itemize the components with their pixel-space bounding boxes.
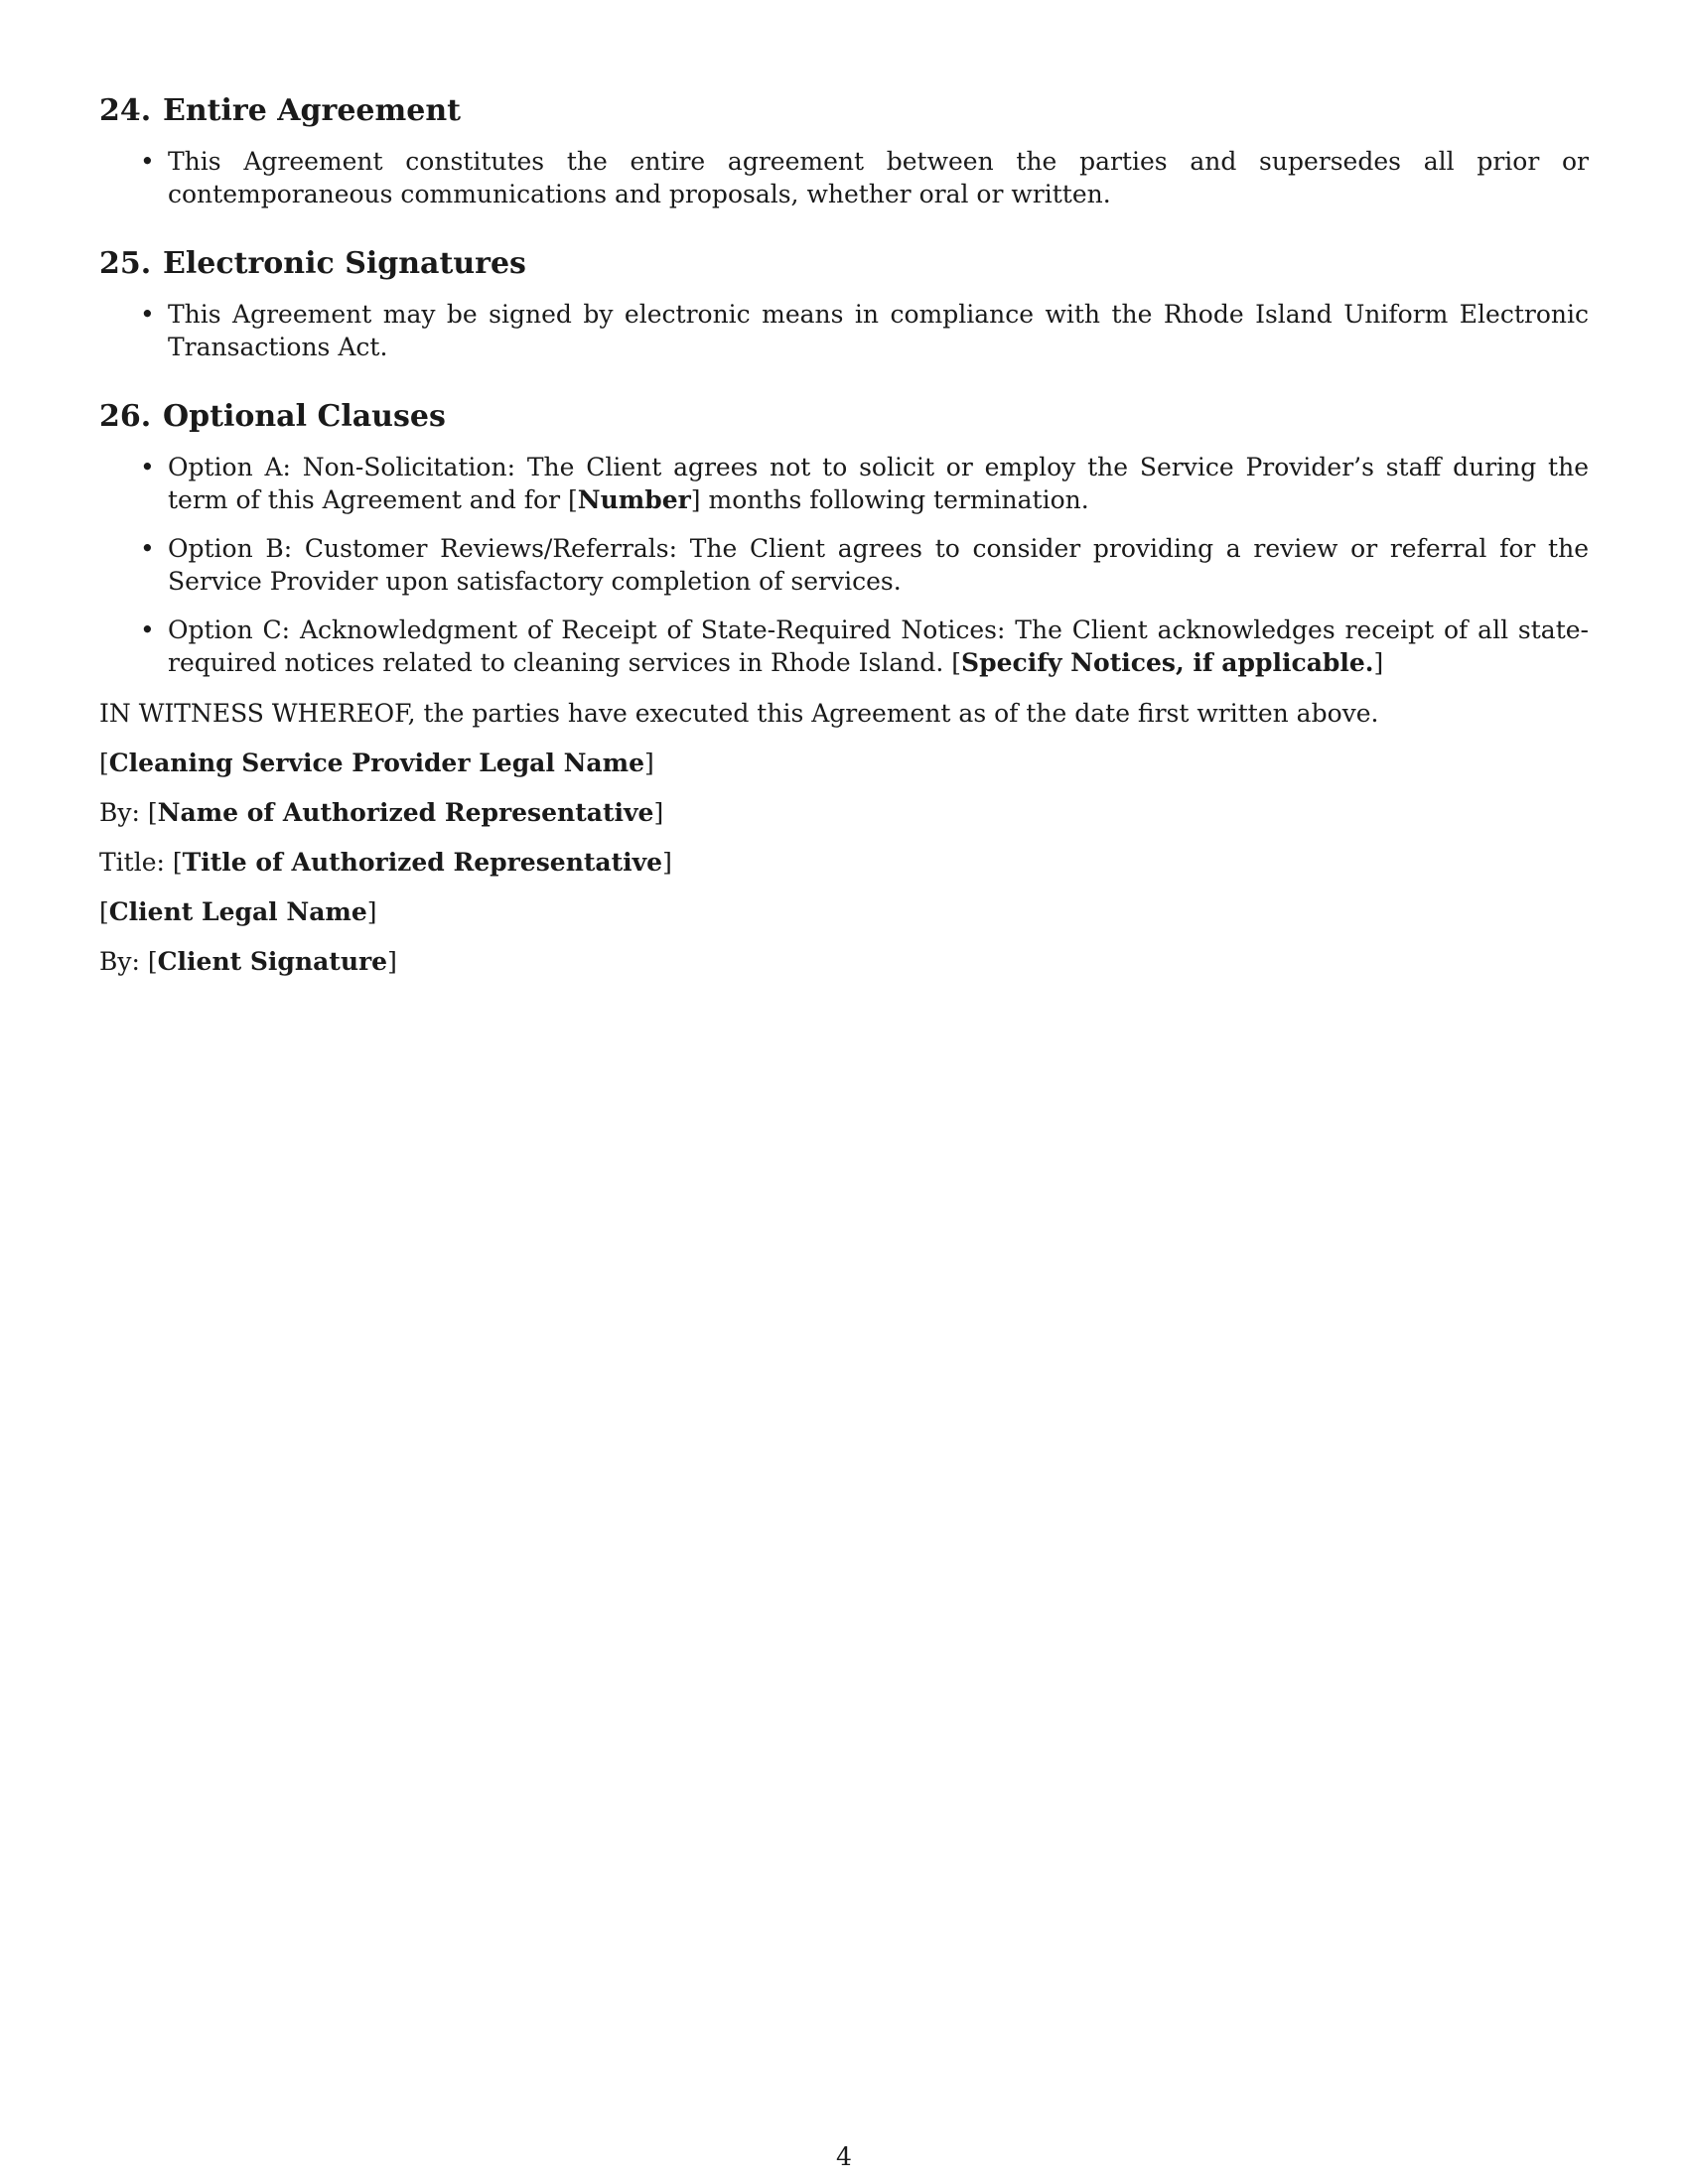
- section-number: 24.: [99, 93, 152, 128]
- provider-name-placeholder: Cleaning Service Provider Legal Name: [108, 749, 644, 777]
- provider-rep-title-placeholder: Title of Authorized Representative: [182, 848, 663, 877]
- section-number: 26.: [99, 399, 152, 434]
- client-by-line: By: [Client Signature]: [99, 947, 397, 976]
- list-item: [140, 298, 1589, 363]
- clause-text: This Agreement constitutes the entire agreement between the parties and supersedes all prior or contemporaneous communications and proposals, whether oral or written.: [168, 147, 1589, 208]
- placeholder-notices: Specify Notices, if applicable.: [961, 648, 1374, 677]
- list-item: [140, 145, 1589, 210]
- clause-list: [99, 298, 1589, 363]
- placeholder-number: Number: [577, 485, 691, 514]
- section-title: Electronic Signatures: [163, 246, 526, 281]
- provider-name-line: [Cleaning Service Provider Legal Name]: [99, 749, 654, 777]
- section-title: Optional Clauses: [163, 399, 446, 434]
- document-page: [99, 91, 1589, 995]
- section-heading: [99, 397, 1589, 437]
- section-heading: [99, 91, 1589, 131]
- provider-by-line: By: [Name of Authorized Representative]: [99, 798, 664, 827]
- clause-text: Option C: Acknowledgment of Receipt of State-Required Notices: The Client acknowledges receipt of all state-required notices related to cleaning services in Rhode Island. [: [168, 615, 1589, 677]
- provider-rep-name-placeholder: Name of Authorized Representative: [157, 798, 654, 827]
- list-item: [140, 451, 1589, 516]
- list-item: [140, 532, 1589, 598]
- client-name-line: [Client Legal Name]: [99, 897, 377, 926]
- bullet-icon: •: [140, 300, 155, 329]
- provider-title-line: Title: [Title of Authorized Representative]: [99, 848, 672, 877]
- section-title: Entire Agreement: [163, 93, 461, 128]
- clause-text: Option B: Customer Reviews/Referrals: The Client agrees to consider providing a review or referral for the Service Provider upon satisfactory completion of services.: [168, 534, 1589, 596]
- by-label: By:: [99, 798, 140, 827]
- client-signature-placeholder: Client Signature: [157, 947, 388, 976]
- section-number: 25.: [99, 246, 152, 281]
- witness-statement: IN WITNESS WHEREOF, the parties have executed this Agreement as of the date first written above.: [99, 699, 1379, 728]
- list-item: [140, 614, 1589, 679]
- clause-list: [99, 145, 1589, 210]
- clause-text: ] months following termination.: [690, 485, 1089, 514]
- clause-text: ]: [1373, 648, 1384, 677]
- title-label: Title:: [99, 848, 165, 877]
- clause-list: [99, 451, 1589, 679]
- section-optional-clauses: [99, 397, 1589, 679]
- clause-text: This Agreement may be signed by electronic means in compliance with the Rhode Island Uniform Electronic Transactions Act.: [168, 300, 1589, 361]
- section-entire-agreement: [99, 91, 1589, 210]
- bullet-icon: •: [140, 453, 155, 481]
- page-number: 4: [836, 2142, 852, 2171]
- section-heading: [99, 244, 1589, 284]
- bullet-icon: •: [140, 615, 155, 644]
- bullet-icon: •: [140, 534, 155, 563]
- clause-text: Option A: Non-Solicitation: The Client agrees not to solicit or employ the Service Provider’s staff during the term of this Agreement and for [: [168, 453, 1589, 514]
- section-electronic-signatures: [99, 244, 1589, 363]
- by-label: By:: [99, 947, 140, 976]
- client-name-placeholder: Client Legal Name: [108, 897, 367, 926]
- bullet-icon: •: [140, 147, 155, 176]
